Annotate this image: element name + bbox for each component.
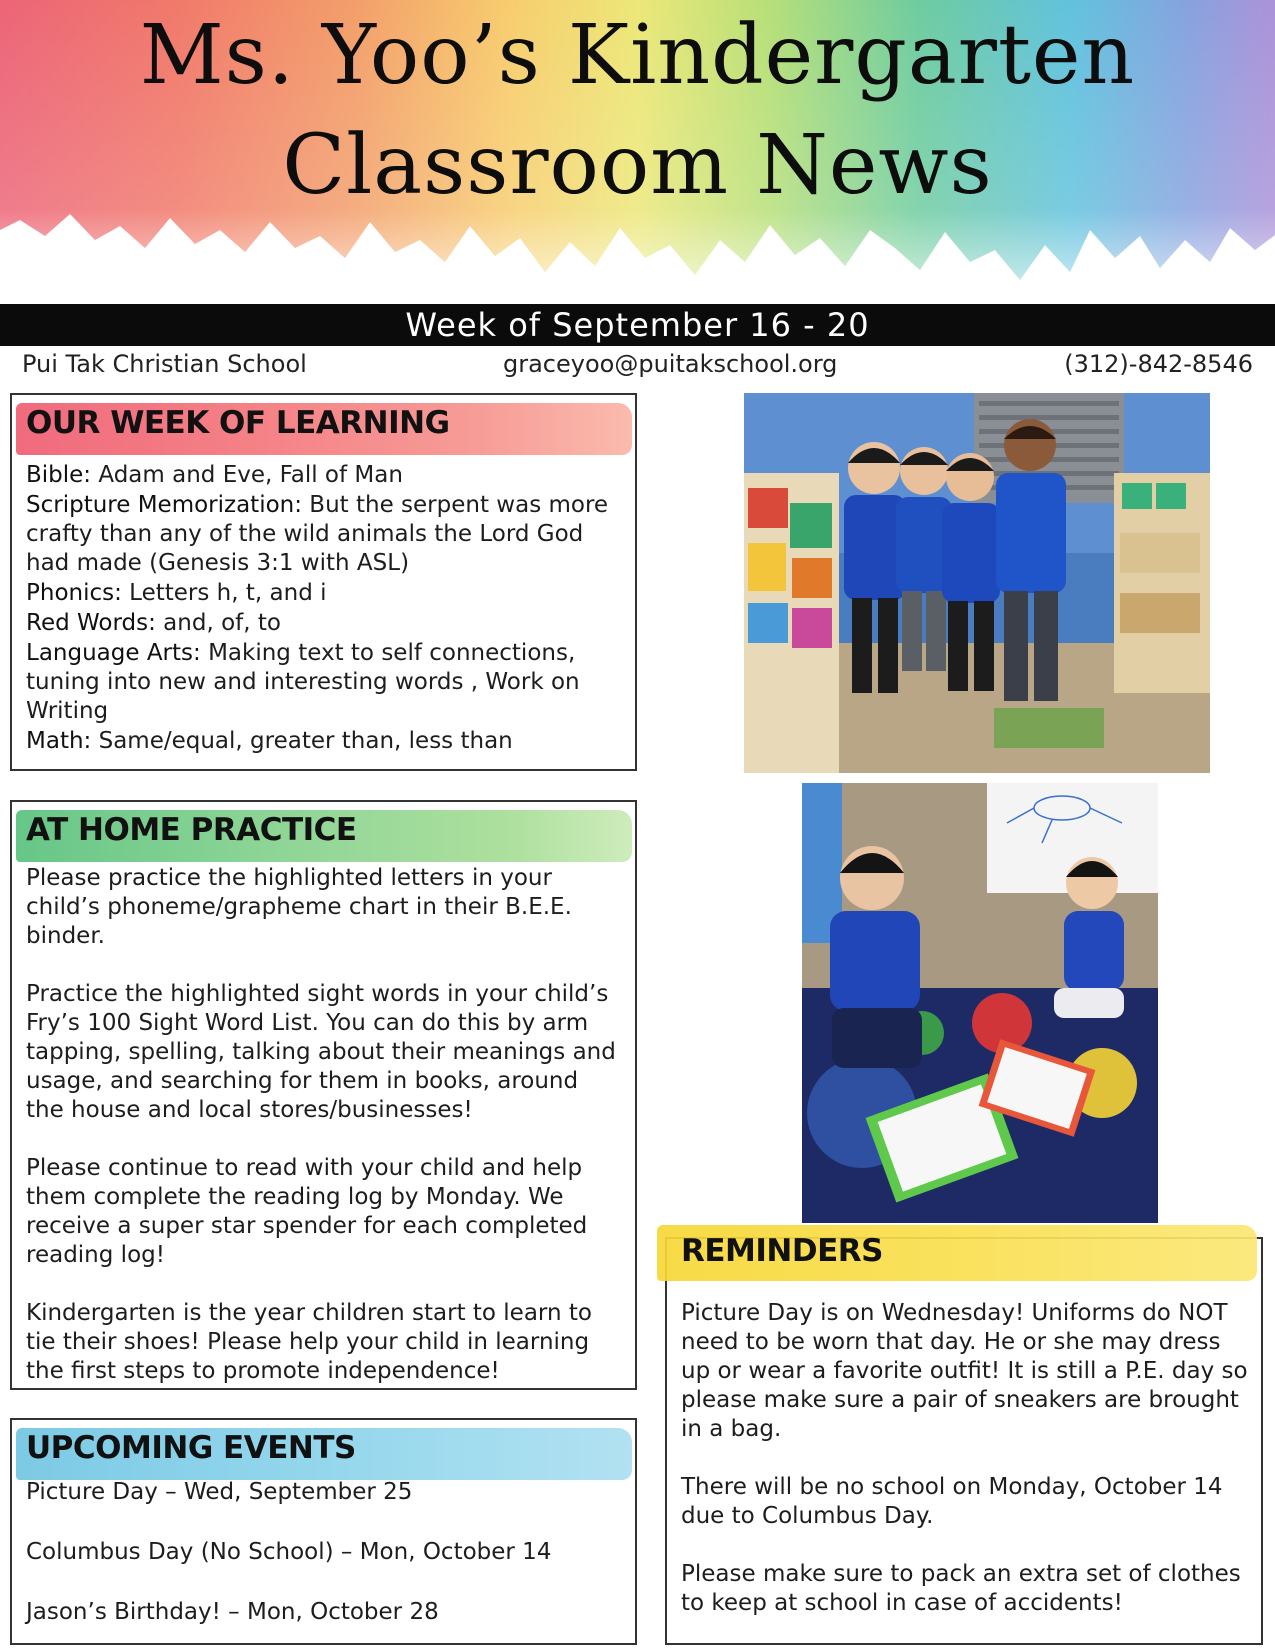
learning-text: and, of, to xyxy=(155,610,281,636)
reminder-paragraph: Picture Day is on Wednesday! Uniforms do NOT need to be worn that day. He or she may dress up or wear a favorite outfit! It is still a P.E. day so please make sure a pair of sneakers are brought in a bag. xyxy=(681,1300,1248,1442)
reminders-heading: REMINDERS xyxy=(681,1233,883,1269)
event-item: Columbus Day (No School) – Mon, October 14 xyxy=(26,1539,552,1565)
reminders-text xyxy=(681,1299,1249,1647)
events-box xyxy=(10,1418,637,1645)
photo-boys-illustration xyxy=(744,393,1210,773)
class-photo-rug xyxy=(802,783,1158,1223)
learning-text: Letters h, t, and i xyxy=(121,580,327,606)
learning-text: But the serpent was more crafty than any of the wild animals the Lord God had made (Genesis 3:1 with ASL) xyxy=(26,492,609,576)
events-heading: UPCOMING EVENTS xyxy=(26,1430,356,1466)
learning-text: Same/equal, greater than, less than xyxy=(91,728,513,754)
learning-heading: OUR WEEK OF LEARNING xyxy=(26,405,450,441)
email-link[interactable]: graceyoo@puitakschool.org xyxy=(503,350,838,378)
school-name: Pui Tak Christian School xyxy=(22,350,307,378)
learning-label: Bible: xyxy=(26,462,92,488)
newsletter-title-line1: Ms. Yoo’s Kindergarten xyxy=(139,8,1136,103)
phone-number: (312)-842-8546 xyxy=(1064,350,1253,378)
learning-item xyxy=(26,491,623,578)
reminders-box xyxy=(665,1233,1263,1645)
home-paragraph: Practice the highlighted sight words in your child’s Fry’s 100 Sight Word List. You can do this by arm tapping, spelling, talking about their meanings and usage, and searching for them in books, around the house and local stores/businesses! xyxy=(26,981,616,1123)
week-banner: Week of September 16 - 20 xyxy=(0,304,1275,346)
learning-item xyxy=(26,639,623,726)
home-paragraph: Kindergarten is the year children start to learn to tie their shoes! Please help your child in learning the first steps to promote independence! xyxy=(26,1300,592,1384)
learning-text: Making text to self connections, tuning into new and interesting words , Work on Writing xyxy=(26,640,580,724)
reminder-paragraph: Please make sure to pack an extra set of clothes to keep at school in case of accidents! xyxy=(681,1561,1241,1616)
home-paragraph: Please continue to read with your child and help them complete the reading log by Monday. We receive a super star spender for each completed reading log! xyxy=(26,1155,588,1268)
learning-text: Adam and Eve, Fall of Man xyxy=(91,462,403,488)
learning-box xyxy=(10,393,637,771)
learning-list xyxy=(26,461,623,757)
reminder-paragraph: There will be no school on Monday, October 14 due to Columbus Day. xyxy=(681,1474,1223,1529)
home-practice-heading: AT HOME PRACTICE xyxy=(26,812,357,848)
newsletter-title-line2: Classroom News xyxy=(282,118,993,213)
learning-item xyxy=(26,579,623,608)
learning-item xyxy=(26,609,623,638)
photo-rug-illustration xyxy=(802,783,1158,1223)
class-photo-boys xyxy=(744,393,1210,773)
learning-label: Phonics: xyxy=(26,580,122,606)
learning-label: Red Words: xyxy=(26,610,156,636)
learning-label: Scripture Memorization: xyxy=(26,492,302,518)
learning-item xyxy=(26,461,623,490)
learning-label: Math: xyxy=(26,728,92,754)
event-item: Picture Day – Wed, September 25 xyxy=(26,1479,413,1505)
home-practice-box xyxy=(10,800,637,1390)
learning-item xyxy=(26,727,623,756)
home-paragraph: Please practice the highlighted letters in your child’s phoneme/grapheme chart in their B.E.E. binder. xyxy=(26,865,572,949)
home-practice-text xyxy=(26,864,623,1415)
learning-label: Language Arts: xyxy=(26,640,201,666)
events-list xyxy=(26,1478,623,1650)
event-item: Jason’s Birthday! – Mon, October 28 xyxy=(26,1599,439,1625)
